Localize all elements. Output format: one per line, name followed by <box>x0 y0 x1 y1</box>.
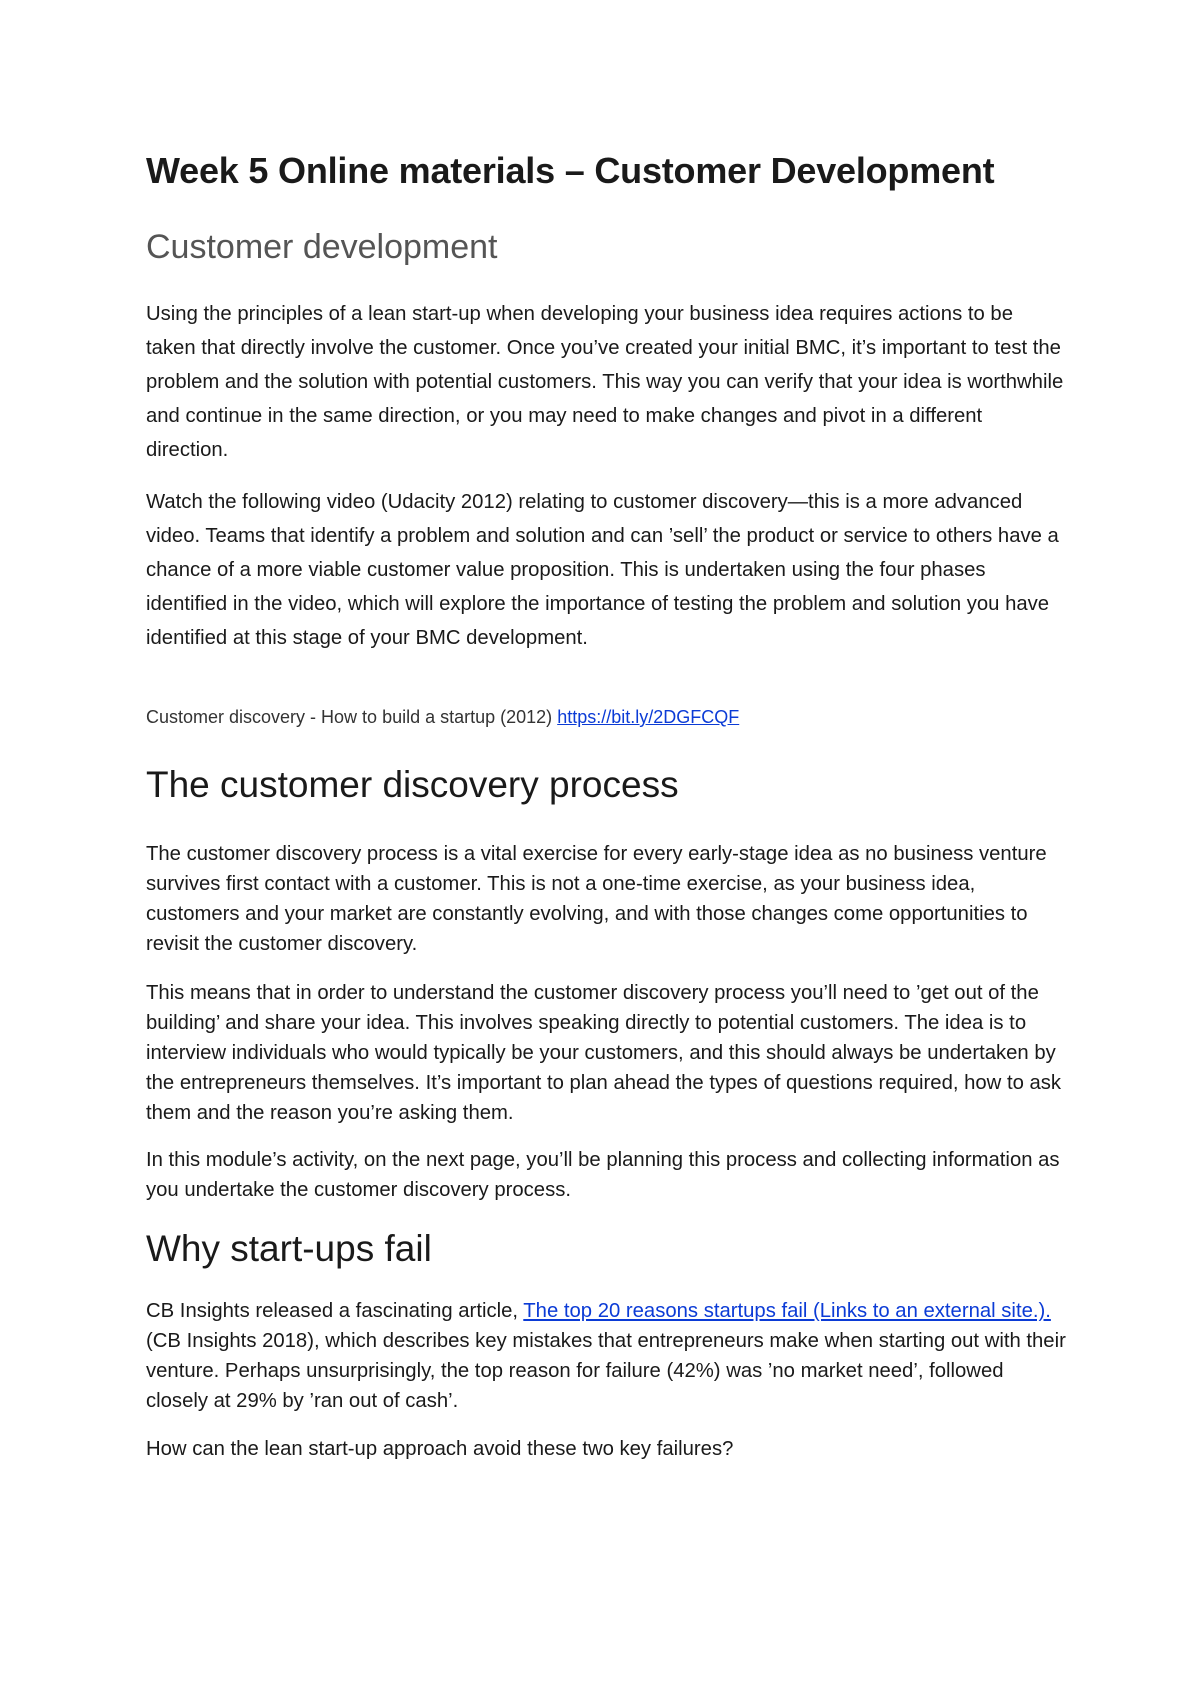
video-link[interactable]: https://bit.ly/2DGFCQF <box>557 707 740 727</box>
paragraph-cb-insights <box>146 1296 1066 1416</box>
section-heading-why-startups-fail: Why start-ups fail <box>146 1228 432 1269</box>
paragraph-watch-video: Watch the following video (Udacity 2012) relating to customer discovery—this is a more advanced video. Teams that identify a problem and solution and can ’sell’ the product or service to others have a chance of a more viable customer value proposition. This is undertaken using the four phases identified in the video, which will explore the importance of testing the problem and solution you have identified at this stage of your BMC development. <box>146 491 1059 649</box>
article-link-top-20-reasons[interactable]: The top 20 reasons startups fail (Links to an external site.). <box>523 1300 1051 1322</box>
cb-insights-text-after: (CB Insights 2018), which describes key mistakes that entrepreneurs make when starting out with their venture. Perhaps unsurprisingly, the top reason for failure (42%) was ’no market need’, followed closely at 29% by ’ran out of cash’. <box>146 1330 1066 1412</box>
video-caption <box>146 707 739 728</box>
paragraph-get-out-of-building: This means that in order to understand the customer discovery process you’ll need to ’get out of the building’ and share your idea. This involves speaking directly to potential customers. The idea is to interview individuals who would typically be your customers, and this should always be undertaken by the entrepreneurs themselves. It’s important to plan ahead the types of questions required, how to ask them and the reason you’re asking them. <box>146 982 1062 1124</box>
section-heading-customer-development: Customer development <box>146 228 498 266</box>
paragraph-lean-startup-principles: Using the principles of a lean start-up when developing your business idea requires actions to be taken that directly involve the customer. Once you’ve created your initial BMC, it’s important to test the problem and the solution with potential customers. This way you can verify that your idea is worthwhile and continue in the same direction, or you may need to make changes and pivot in a different direction. <box>146 303 1064 461</box>
paragraph-question-lean-startup: How can the lean start-up approach avoid these two key failures? <box>146 1438 734 1460</box>
paragraph-discovery-vital-exercise: The customer discovery process is a vital exercise for every early-stage idea as no business venture survives first contact with a customer. This is not a one-time exercise, as your business idea, customers and your market are constantly evolving, and with those changes come opportunities to revisit the customer discovery. <box>146 843 1047 955</box>
video-caption-text: Customer discovery - How to build a startup (2012) <box>146 707 553 727</box>
document-title: Week 5 Online materials – Customer Development <box>146 150 995 191</box>
paragraph-module-activity: In this module’s activity, on the next page, you’ll be planning this process and collecting information as you undertake the customer discovery process. <box>146 1149 1060 1201</box>
section-heading-customer-discovery-process: The customer discovery process <box>146 764 679 805</box>
cb-insights-text-before: CB Insights released a fascinating article, <box>146 1300 524 1322</box>
